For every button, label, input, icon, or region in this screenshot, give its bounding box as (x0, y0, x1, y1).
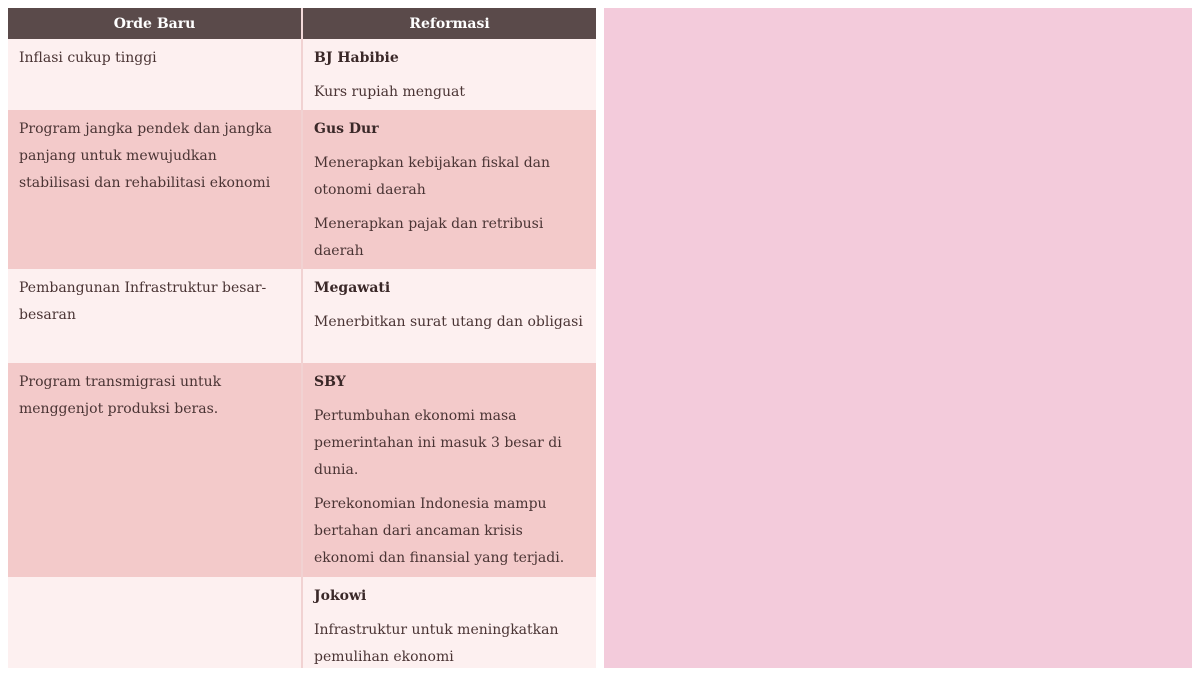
table-row (8, 269, 596, 363)
reformasi-cell (302, 363, 596, 577)
orde-baru-cell: Program jangka pendek dan jangka panjang untuk mewujudkan stabilisasi dan rehabilitasi ekonomi (8, 110, 302, 269)
reformasi-cell (302, 269, 596, 363)
table-row (8, 363, 596, 577)
policy-item: Perekonomian Indonesia mampu bertahan dari ancaman krisis ekonomi dan finansial yang terjadi. (314, 496, 565, 566)
reformasi-cell (302, 110, 596, 269)
president-name: Gus Dur (314, 121, 379, 137)
president-name: Megawati (314, 280, 391, 296)
orde-baru-cell: Inflasi cukup tinggi (8, 39, 302, 110)
orde-baru-cell: Pembangunan Infrastruktur besar-besaran (8, 269, 302, 363)
orde-baru-cell: Program transmigrasi untuk menggenjot produksi beras. (8, 363, 302, 577)
reformasi-cell (302, 577, 596, 668)
comparison-table-panel (8, 8, 596, 668)
table-row (8, 39, 596, 110)
reformasi-cell (302, 39, 596, 110)
policy-item: Menerapkan kebijakan fiskal dan otonomi daerah (314, 155, 551, 198)
comparison-table (8, 8, 596, 668)
table-header-row (8, 8, 596, 39)
policy-item: Menerbitkan surat utang dan obligasi (314, 314, 583, 330)
policy-item: Infrastruktur untuk meningkatkan pemulihan ekonomi (314, 622, 559, 665)
header-orde-baru: Orde Baru (8, 8, 302, 39)
orde-baru-cell (8, 577, 302, 668)
president-name: SBY (314, 374, 346, 390)
policy-item: Kurs rupiah menguat (314, 84, 465, 100)
pink-background-panel (604, 8, 1192, 668)
policy-item: Pertumbuhan ekonomi masa pemerintahan ini masuk 3 besar di dunia. (314, 408, 562, 478)
president-name: BJ Habibie (314, 50, 399, 66)
header-reformasi: Reformasi (302, 8, 596, 39)
table-row (8, 110, 596, 269)
table-row (8, 577, 596, 668)
president-name: Jokowi (314, 588, 367, 604)
policy-item: Menerapkan pajak dan retribusi daerah (314, 216, 544, 259)
